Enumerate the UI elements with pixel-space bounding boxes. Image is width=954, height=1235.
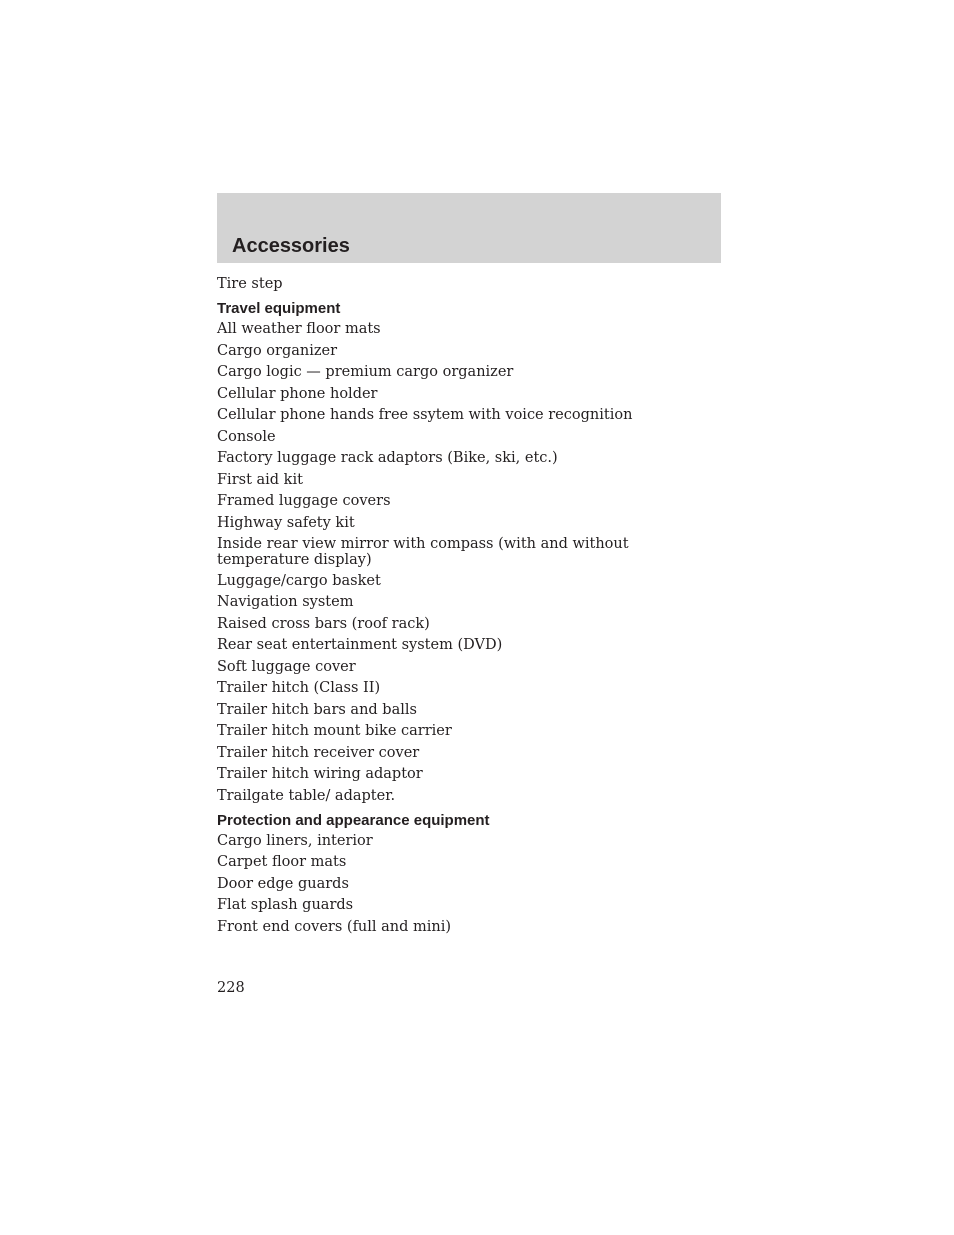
list-item: Luggage/cargo basket [217,572,381,589]
list-item: Soft luggage cover [217,658,356,675]
list-item: Door edge guards [217,875,349,892]
list-item: Framed luggage covers [217,493,391,509]
accessories-list [217,276,707,940]
list-item: Highway safety kit [217,514,355,531]
page-number: 228 [217,980,245,996]
list-item: Flat splash guards [217,897,354,913]
list-item: Trailer hitch receiver cover [217,744,420,761]
list-item: Trailer hitch (Class II) [217,680,381,696]
list-item: Navigation system [217,594,354,610]
list-item: Cellular phone hands free ssytem with voice recognition [217,407,633,423]
list-item: Front end covers (full and mini) [217,918,452,935]
list-item: Cargo liners, interior [217,832,373,849]
list-item: Cargo logic — premium cargo organizer [217,364,514,380]
list-item: Trailer hitch mount bike carrier [217,723,452,739]
list-item: Rear seat entertainment system (DVD) [217,637,503,653]
list-item: Trailgate table/ adapter. [217,787,396,804]
section-heading-protection-appearance: Protection and appearance equipment [217,811,490,829]
list-item: Console [217,428,276,445]
list-item: Cellular phone holder [217,385,378,402]
page-title: Accessories [232,235,350,257]
list-item: Trailer hitch bars and balls [217,701,417,718]
list-item: Factory luggage rack adaptors (Bike, ski, etc.) [217,450,558,466]
list-item: Cargo organizer [217,342,338,359]
section-heading-travel-equipment: Travel equipment [217,300,341,317]
list-item: All weather floor mats [217,321,381,337]
list-item: Raised cross bars (roof rack) [217,615,430,632]
list-item: Tire step [217,276,283,292]
section-header-band [217,193,721,263]
list-item: Inside rear view mirror with compass (with and without temperature display) [217,536,629,568]
list-item: Trailer hitch wiring adaptor [217,766,423,782]
list-item: First aid kit [217,471,303,488]
list-item: Carpet floor mats [217,854,347,870]
